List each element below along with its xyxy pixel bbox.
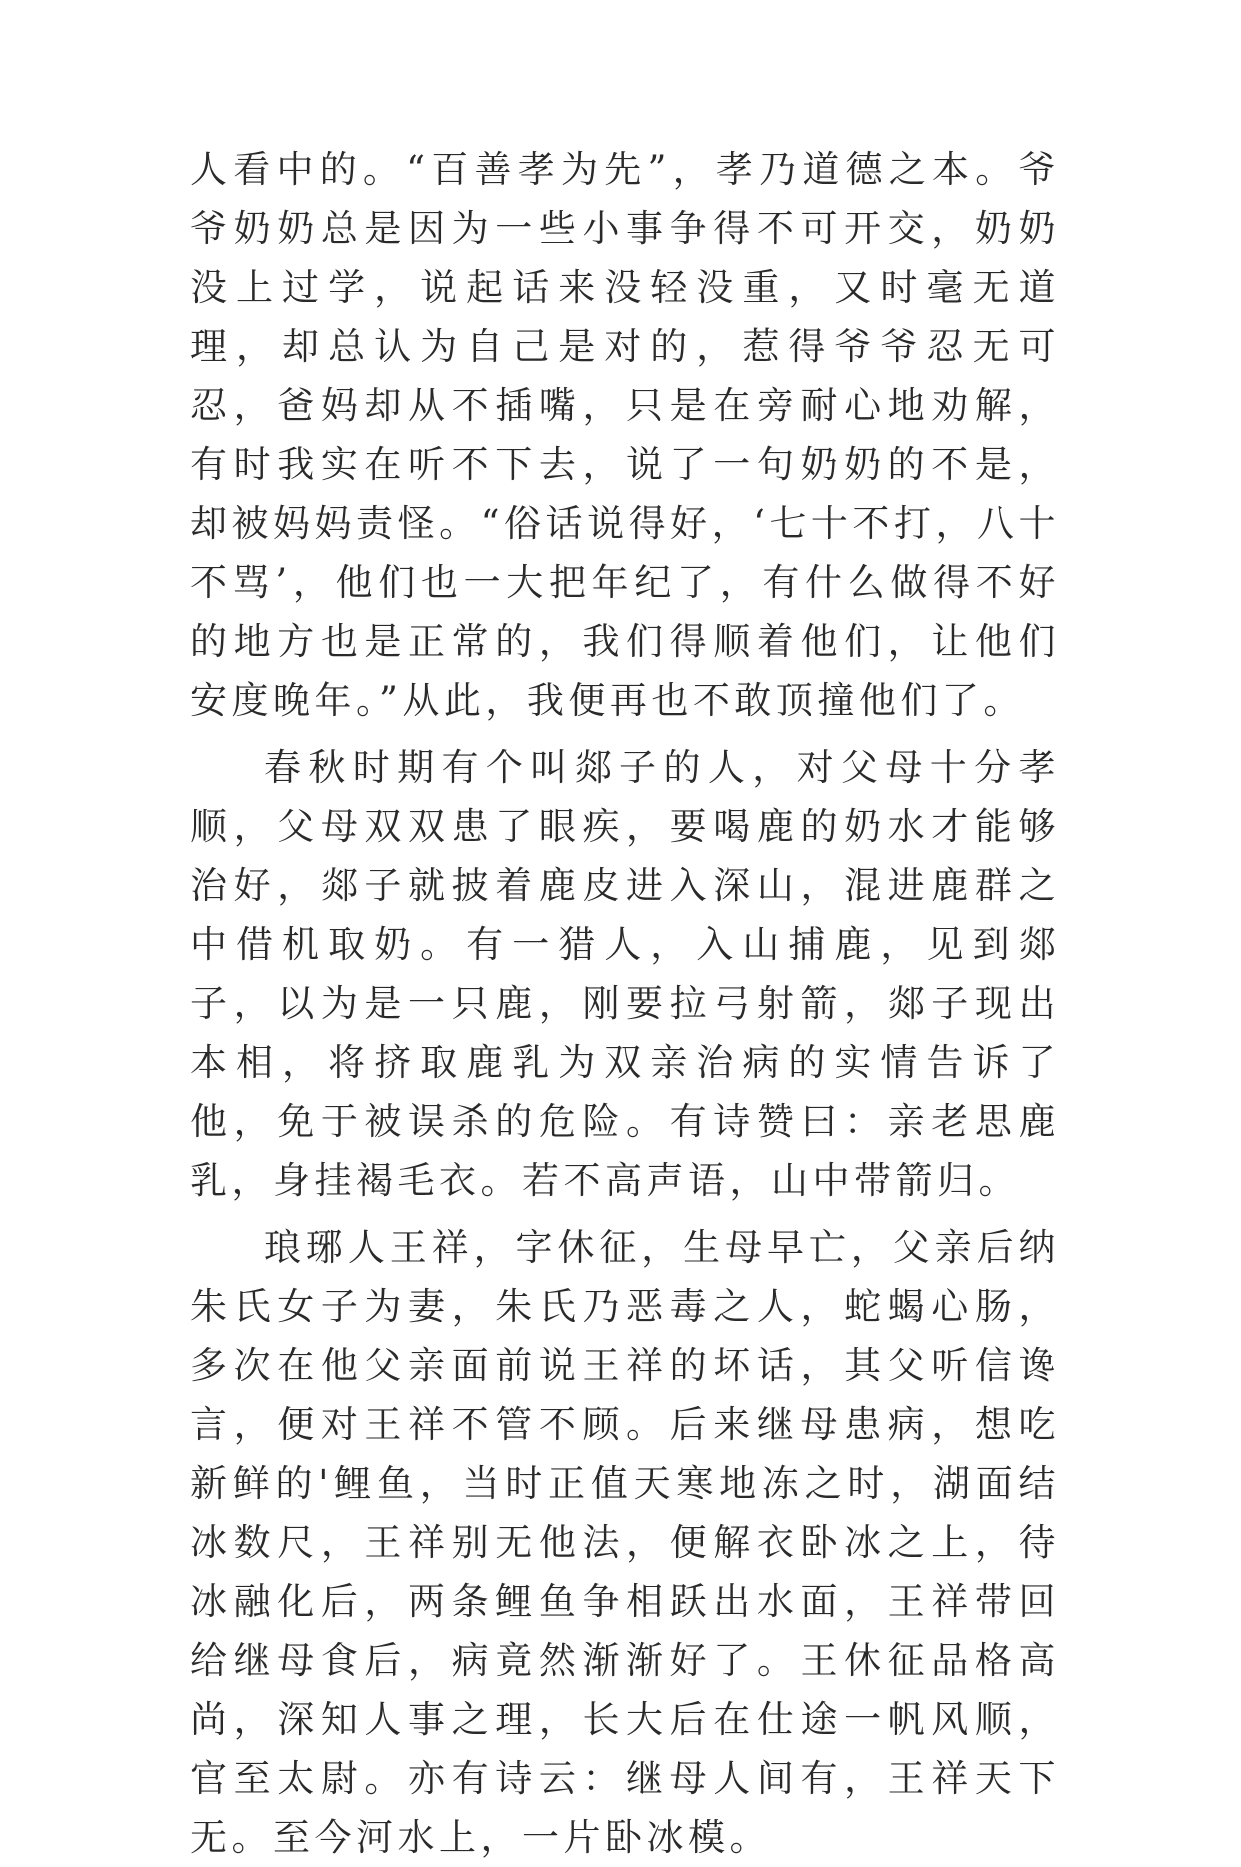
document-body (190, 140, 1060, 1867)
paragraph-tanzi-story: 春秋时期有个叫郯子的人，对父母十分孝顺，父母双双患了眼疾，要喝鹿的奶水才能够治好，郯子就披着鹿皮进入深山，混进鹿群之中借机取奶。有一猎人，入山捕鹿，见到郯子，以为是一只鹿，刚要拉弓射箭，郯子现出本相，将挤取鹿乳为双亲治病的实情告诉了他，免于被误杀的危险。有诗赞曰：亲老思鹿乳，身挂褐毛衣。若不高声语，山中带箭归。 (190, 746, 1060, 1202)
paragraph-wangxiang-story: 琅琊人王祥，字休征，生母早亡，父亲后纳朱氏女子为妻，朱氏乃恶毒之人，蛇蝎心肠，多次在他父亲面前说王祥的坏话，其父听信谗言，便对王祥不管不顾。后来继母患病，想吃新鲜的'鲤鱼，当时正值天寒地冻之时，湖面结冰数尺，王祥别无他法，便解衣卧冰之上，待冰融化后，两条鲤鱼争相跃出水面，王祥带回给继母食后，病竟然渐渐好了。王休征品格高尚，深知人事之理，长大后在仕途一帆风顺，官至太尉。亦有诗云：继母人间有，王祥天下无。至今河水上，一片卧冰模。 (190, 1226, 1060, 1859)
paragraph-filial-piety-family: 人看中的。“百善孝为先”，孝乃道德之本。爷爷奶奶总是因为一些小事争得不可开交，奶奶没上过学，说起话来没轻没重，又时毫无道理，却总认为自己是对的，惹得爷爷忍无可忍，爸妈却从不插嘴，只是在旁耐心地劝解，有时我实在听不下去，说了一句奶奶的不是，却被妈妈责怪。“俗话说得好，‘七十不打，八十不骂’，他们也一大把年纪了，有什么做得不好的地方也是正常的，我们得顺着他们，让他们安度晚年。”从此，我便再也不敢顶撞他们了。 (190, 148, 1060, 722)
